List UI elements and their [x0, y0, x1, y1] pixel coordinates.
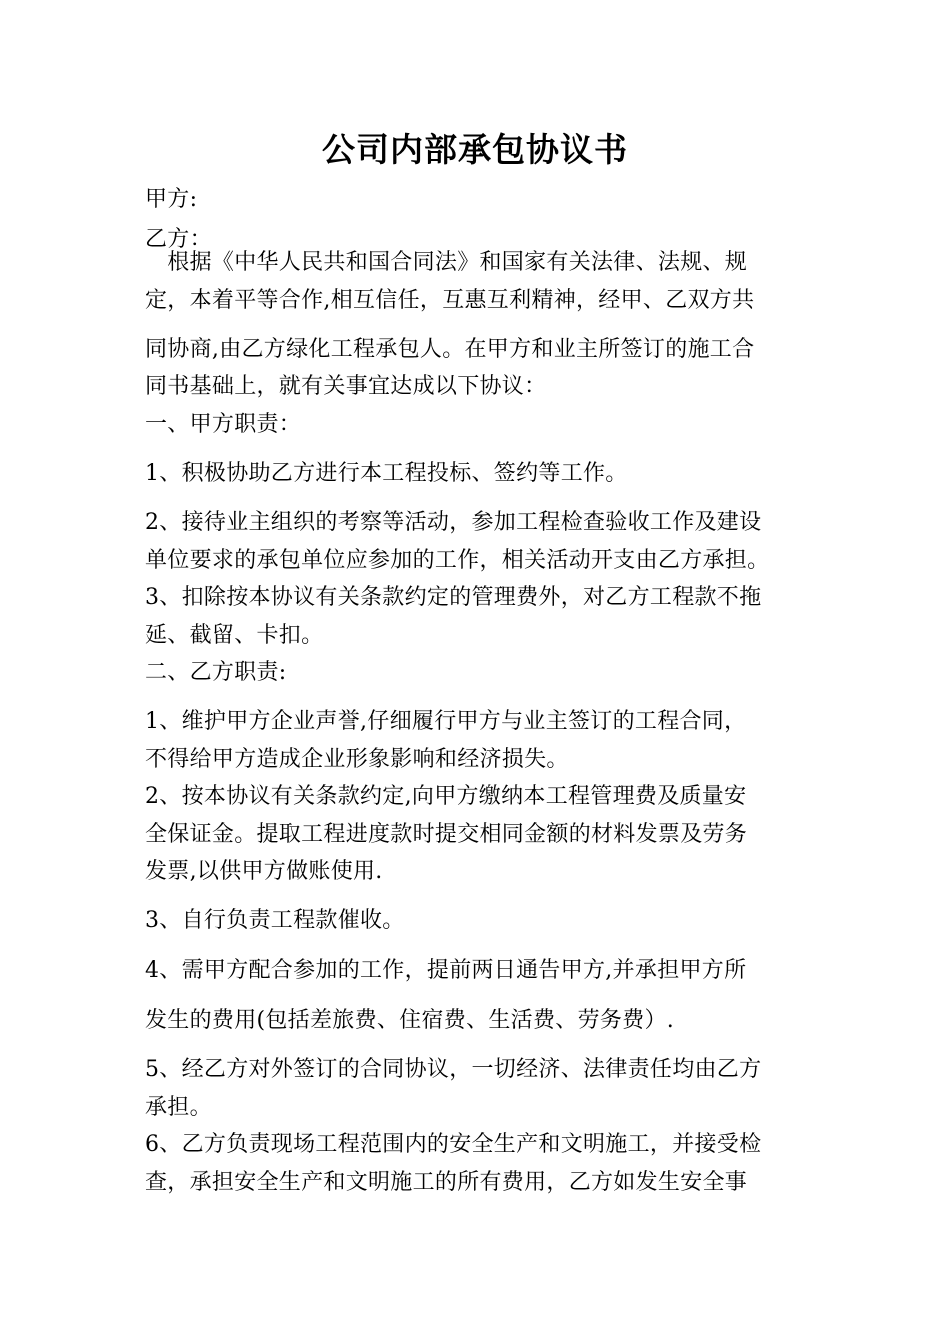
clause-line: 单位要求的承包单位应参加的工作，相关活动开支由乙方承担。 — [145, 548, 770, 573]
section-heading-a: 一、甲方职责： — [145, 412, 302, 437]
body-line: 根据《中华人民共和国合同法》和国家有关法律、法规、规 — [145, 250, 748, 275]
party-b-line: 乙方： — [145, 227, 212, 252]
clause-line: 2、接待业主组织的考察等活动，参加工程检查验收工作及建设 — [145, 510, 762, 535]
clause-line: 3、自行负责工程款催收。 — [145, 908, 405, 933]
clause-line: 延、截留、卡扣。 — [145, 623, 324, 648]
clause-line: 2、按本协议有关条款约定,向甲方缴纳本工程管理费及质量安 — [145, 784, 747, 809]
clause-line: 6、乙方负责现场工程范围内的安全生产和文明施工，并接受检 — [145, 1132, 762, 1157]
body-line: 同书基础上，就有关事宜达成以下协议： — [145, 374, 547, 399]
clause-line: 发生的费用(包括差旅费、住宿费、生活费、劳务费）. — [145, 1008, 675, 1033]
clause-line: 全保证金。提取工程进度款时提交相同金额的材料发票及劳务 — [145, 822, 748, 847]
clause-line: 1、积极协助乙方进行本工程投标、签约等工作。 — [145, 461, 628, 486]
body-line: 定，本着平等合作,相互信任，互惠互利精神，经甲、乙双方共 — [145, 288, 755, 313]
clause-line: 4、需甲方配合参加的工作，提前两日通告甲方,并承担甲方所 — [145, 958, 747, 983]
clause-line: 3、扣除按本协议有关条款约定的管理费外，对乙方工程款不拖 — [145, 585, 762, 610]
party-a-line: 甲方: — [145, 187, 198, 212]
clause-line: 发票,以供甲方做账使用. — [145, 859, 383, 884]
section-heading-b: 二、乙方职责: — [145, 660, 287, 685]
clause-line: 不得给甲方造成企业形象影响和经济损失。 — [145, 747, 569, 772]
clause-line: 5、经乙方对外签订的合同协议，一切经济、法律责任均由乙方 — [145, 1057, 762, 1082]
clause-line: 1、维护甲方企业声誉,仔细履行甲方与业主签订的工程合同， — [145, 709, 747, 734]
document-title: 公司内部承包协议书 — [322, 130, 628, 169]
clause-line: 查，承担安全生产和文明施工的所有费用，乙方如发生安全事 — [145, 1170, 748, 1195]
clause-line: 承担。 — [145, 1095, 212, 1120]
body-line: 同协商,由乙方绿化工程承包人。在甲方和业主所签订的施工合 — [145, 337, 755, 362]
